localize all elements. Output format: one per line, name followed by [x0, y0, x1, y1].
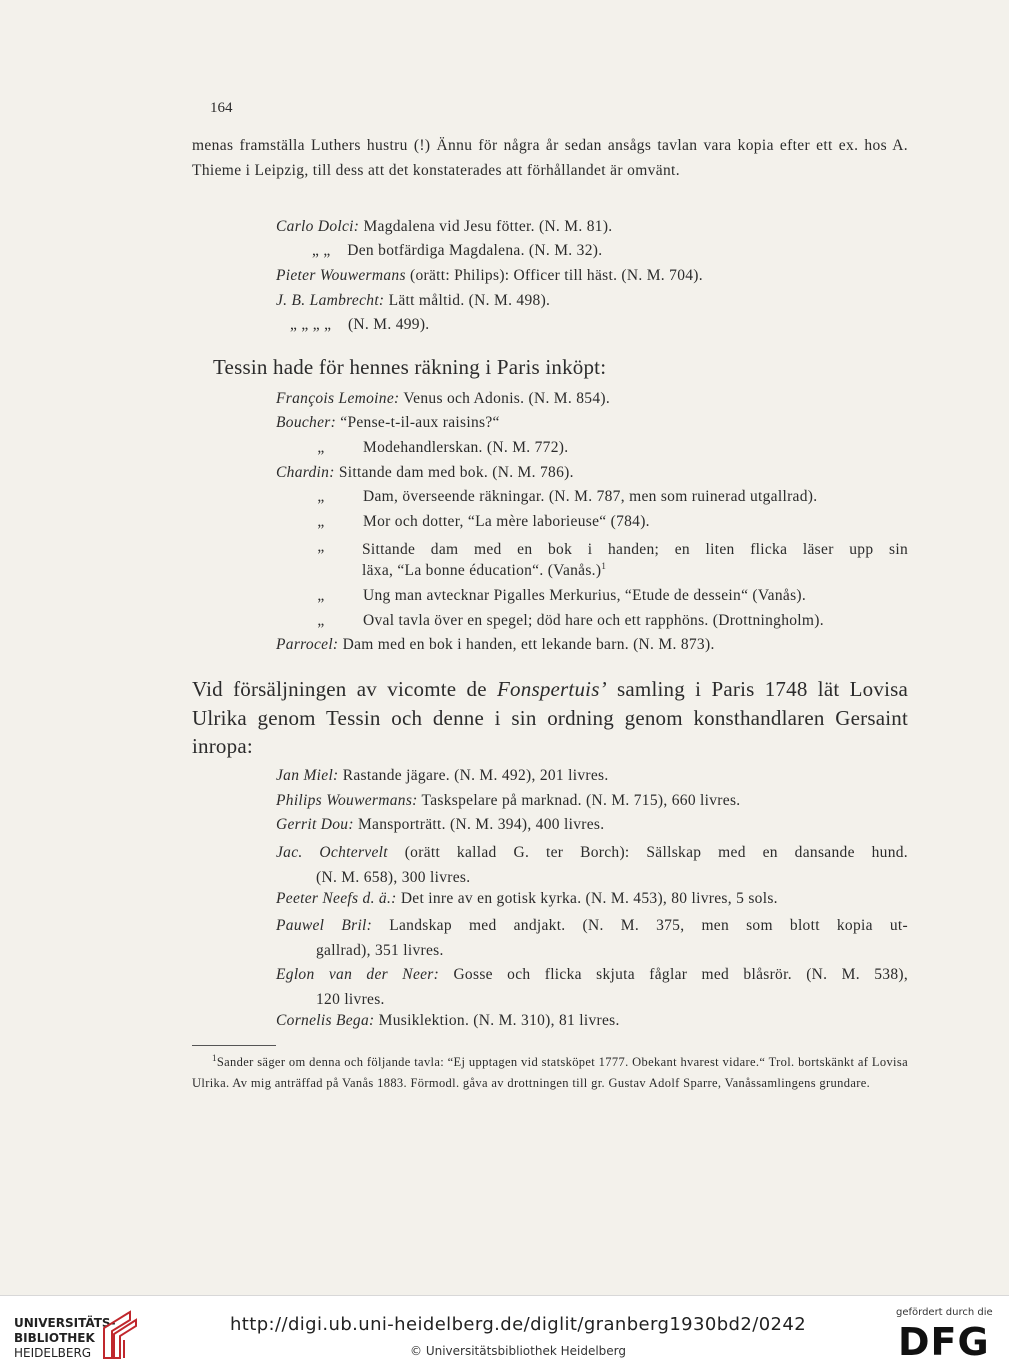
list1-item: „ „ „ „ (N. M. 499).: [290, 316, 430, 333]
footnote-ref: 1: [601, 560, 607, 571]
list2-item: „: [317, 538, 325, 555]
list2-item: „ Ung man avtecknar Pigalles Merkurius, “Etude de dessein“ (Vanås).: [317, 587, 807, 604]
list2-item: Chardin: Sittande dam med bok. (N. M. 786).: [276, 464, 574, 481]
library-logo-text: UNIVERSITÄTS- BIBLIOTHEK HEIDELBERG: [14, 1316, 116, 1360]
footnote: $^1$Sander säger om denna och följande tavla: “Ej upptagen vid statsköpet 1777. Obekant hvarest vidare.“ Trol. bortskänkt af Lovisa Ulrika. Av mig anträffad på Vanås 1883. Förmodl. gåva av drottningen till gr. Gustav Adolf Sparre, Vanåssamlingens grundare.: [192, 1052, 908, 1090]
footnote-divider: [192, 1045, 276, 1046]
list3-item: Jac. Ochtervelt (orätt kallad G. ter Borch): Sällskap med en dansande hund. (N. M. 658), 300 livres.: [276, 844, 908, 886]
dfg-logo: DFG: [898, 1320, 990, 1364]
list3-item: Cornelis Bega: Musiklektion. (N. M. 310), 81 livres.: [276, 1012, 620, 1029]
library-logo-icon: [100, 1308, 140, 1360]
list1-item: „ „ Den botfärdiga Magdalena. (N. M. 32).: [312, 242, 603, 259]
list2-item: Parrocel: Dam med en bok i handen, ett lekande barn. (N. M. 873).: [276, 636, 715, 653]
list1-item: Carlo Dolci: Magdalena vid Jesu fötter. (N. M. 81).: [276, 218, 613, 235]
page-number: 164: [210, 100, 233, 116]
list1-item: J. B. Lambrecht: Lätt måltid. (N. M. 498).: [276, 292, 551, 309]
list2-item: Boucher: “Pense-t-il-aux raisins?“: [276, 414, 500, 431]
list2-item: „ Modehandlerskan. (N. M. 772).: [317, 439, 569, 456]
list2-item: „ Dam, överseende räkningar. (N. M. 787, men som ruinerad utgallrad).: [317, 488, 818, 505]
intro-paragraph: menas framställa Luthers hustru (!) Ännu för några år sedan ansågs tavlan vara kopia efter ett ex. hos A. Thieme i Leipzig, till dess att det konstaterades att förhållandet är omvänt.: [192, 137, 908, 179]
list3-item: Eglon van der Neer: Gosse och flicka skjuta fåglar med blåsrör. (N. M. 538), 120 livres.: [276, 966, 909, 1008]
list2-item: „ Mor och dotter, “La mère laborieuse“ (784).: [317, 513, 650, 530]
list2-item-text: Sittande dam med en bok i handen; en liten flicka läser upp sin: [362, 541, 908, 558]
section-paragraph: Vid försäljningen av vicomte de Fonspertuis’ samling i Paris 1748 lät Lovisa Ulrika genom Tessin och denne i sin ordning genom konsthandlaren Gersaint inropa:: [192, 677, 908, 758]
footer-bar: [0, 1295, 1009, 1371]
list3-item: Jan Miel: Rastande jägare. (N. M. 492), 201 livres.: [276, 767, 609, 784]
section-heading: Tessin hade för hennes räkning i Paris inköpt:: [213, 355, 607, 379]
copyright-notice: © Universitätsbibliothek Heidelberg: [410, 1344, 627, 1358]
list3-item: Peeter Neefs d. ä.: Det inre av en gotisk kyrka. (N. M. 453), 80 livres, 5 sols.: [276, 890, 778, 907]
list1-item: Pieter Wouwermans (orätt: Philips): Officer till häst. (N. M. 704).: [276, 267, 703, 284]
list2-item: François Lemoine: Venus och Adonis. (N. M. 854).: [276, 390, 611, 407]
list2-item: „ Oval tavla över en spegel; död hare och ett rapphöns. (Drottningholm).: [317, 612, 824, 629]
document-url-link[interactable]: http://digi.ub.uni-heidelberg.de/diglit/granberg1930bd2/0242: [230, 1314, 807, 1335]
list3-item: Gerrit Dou: Mansporträtt. (N. M. 394), 400 livres.: [276, 816, 605, 833]
list3-item: Pauwel Bril: Landskap med andjakt. (N. M. 375, men som blott kopia ut- gallrad), 351 livres.: [276, 917, 909, 959]
list3-item: Philips Wouwermans: Taskspelare på marknad. (N. M. 715), 660 livres.: [276, 792, 741, 809]
funding-label: gefördert durch die: [896, 1307, 993, 1318]
list2-item-text: läxa, “La bonne éducation“. (Vanås.)$^1$: [362, 560, 607, 579]
